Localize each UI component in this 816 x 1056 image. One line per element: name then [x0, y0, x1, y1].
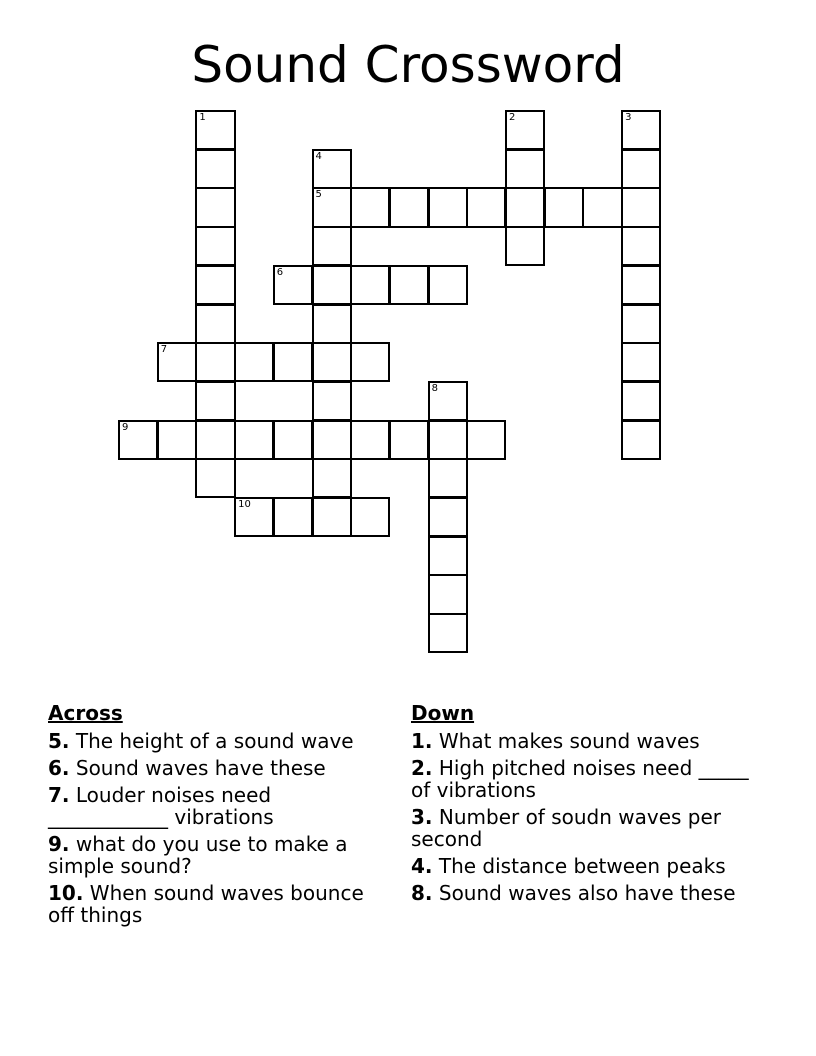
clue-number: 8.	[411, 881, 433, 905]
grid-cell[interactable]	[195, 342, 235, 382]
grid-cell[interactable]	[195, 458, 235, 498]
across-heading: Across	[48, 701, 123, 725]
grid-cell[interactable]	[621, 420, 661, 460]
clue-number: 4.	[411, 854, 433, 878]
grid-cell[interactable]	[505, 187, 545, 227]
grid-cell[interactable]	[273, 420, 313, 460]
grid-cell[interactable]	[312, 497, 352, 537]
grid-cell[interactable]	[195, 149, 235, 189]
down-heading: Down	[411, 701, 475, 725]
grid-cell[interactable]	[195, 110, 235, 150]
grid-cell[interactable]	[312, 226, 352, 266]
grid-cell[interactable]	[273, 342, 313, 382]
clue-number: 9.	[48, 832, 70, 856]
clue-number: 10.	[48, 881, 84, 905]
clue-number-label: 1	[199, 112, 206, 123]
grid-cell[interactable]	[312, 149, 352, 189]
grid-cell[interactable]	[621, 110, 661, 150]
grid-cell[interactable]	[389, 265, 429, 305]
grid-cell[interactable]	[621, 149, 661, 189]
down-clue-1	[411, 730, 756, 752]
grid-cell[interactable]	[195, 420, 235, 460]
grid-cell[interactable]	[273, 497, 313, 537]
grid-cell[interactable]	[621, 342, 661, 382]
across-clue-9	[48, 833, 388, 877]
clue-text: Louder noises need ____________ vibrations	[48, 783, 274, 829]
clue-number-label: 3	[625, 112, 632, 123]
grid-cell[interactable]	[195, 226, 235, 266]
grid-cell[interactable]	[621, 226, 661, 266]
grid-cell[interactable]	[621, 187, 661, 227]
grid-cell[interactable]	[273, 265, 313, 305]
grid-cell[interactable]	[428, 420, 468, 460]
grid-cell[interactable]	[195, 265, 235, 305]
grid-cell[interactable]	[428, 574, 468, 614]
grid-cell[interactable]	[389, 187, 429, 227]
grid-cell[interactable]	[157, 342, 197, 382]
clue-text: Sound waves also have these	[438, 881, 736, 905]
clue-number-label: 6	[276, 266, 284, 278]
grid-cell[interactable]	[621, 265, 661, 305]
grid-cell[interactable]	[312, 187, 352, 227]
grid-cell[interactable]	[428, 536, 468, 576]
clue-number: 7.	[48, 783, 70, 807]
across-clue-10	[48, 882, 388, 926]
down-clue-8	[411, 882, 756, 904]
clue-number: 2.	[411, 756, 433, 780]
grid-cell[interactable]	[621, 381, 661, 421]
grid-cell[interactable]	[389, 420, 429, 460]
clue-number: 6.	[48, 756, 70, 780]
grid-cell[interactable]	[157, 420, 197, 460]
grid-cell[interactable]	[350, 420, 390, 460]
grid-cell[interactable]	[505, 110, 545, 150]
grid-cell[interactable]	[582, 187, 622, 227]
clue-text: When sound waves bounce off things	[48, 881, 364, 927]
grid-cell[interactable]	[118, 420, 158, 460]
grid-cell[interactable]	[428, 497, 468, 537]
clue-text: what do you use to make a simple sound?	[48, 832, 348, 878]
across-clue-6	[48, 757, 388, 779]
across-clue-7	[48, 784, 388, 828]
grid-cell[interactable]	[195, 187, 235, 227]
across-clues	[48, 702, 388, 931]
grid-cell[interactable]	[312, 458, 352, 498]
grid-cell[interactable]	[505, 149, 545, 189]
grid-cell[interactable]	[428, 187, 468, 227]
down-clues	[411, 702, 756, 909]
down-clue-2	[411, 757, 756, 801]
grid-cell[interactable]	[234, 497, 274, 537]
grid-cell[interactable]	[428, 381, 468, 421]
clue-number-label: 2	[509, 112, 516, 123]
grid-cell[interactable]	[312, 342, 352, 382]
down-clue-3	[411, 806, 756, 850]
clue-number-label: 8	[431, 382, 438, 394]
grid-cell[interactable]	[350, 342, 390, 382]
grid-cell[interactable]	[312, 304, 352, 344]
grid-cell[interactable]	[428, 458, 468, 498]
clue-number: 1.	[411, 729, 433, 753]
grid-cell[interactable]	[350, 497, 390, 537]
grid-cell[interactable]	[350, 265, 390, 305]
clue-number: 3.	[411, 805, 433, 829]
clue-number-label: 5	[315, 189, 322, 201]
grid-cell[interactable]	[428, 265, 468, 305]
clue-text: The height of a sound wave	[75, 729, 354, 753]
grid-cell[interactable]	[195, 381, 235, 421]
grid-cell[interactable]	[505, 226, 545, 266]
grid-cell[interactable]	[466, 420, 506, 460]
clue-text: Number of soudn waves per second	[411, 805, 722, 851]
clue-number-label: 4	[315, 150, 322, 162]
clue-text: What makes sound waves	[438, 729, 700, 753]
grid-cell[interactable]	[428, 613, 468, 653]
clue-number-label: 10	[238, 499, 251, 510]
across-clue-5	[48, 730, 388, 752]
grid-cell[interactable]	[621, 304, 661, 344]
down-clue-4	[411, 855, 756, 877]
clue-text: Sound waves have these	[75, 756, 326, 780]
grid-cell[interactable]	[234, 420, 274, 460]
grid-cell[interactable]	[312, 265, 352, 305]
grid-cell[interactable]	[195, 304, 235, 344]
clue-text: High pitched noises need _____ of vibrations	[411, 756, 749, 802]
clue-number-label: 7	[160, 344, 168, 356]
grid-cell[interactable]	[312, 381, 352, 421]
grid-cell[interactable]	[312, 420, 352, 460]
clue-number: 5.	[48, 729, 70, 753]
page-title: Sound Crossword	[191, 36, 625, 94]
grid-cell[interactable]	[234, 342, 274, 382]
clue-number-label: 9	[122, 421, 129, 433]
grid-cell[interactable]	[466, 187, 506, 227]
clue-text: The distance between peaks	[438, 854, 726, 878]
grid-cell[interactable]	[544, 187, 584, 227]
grid-cell[interactable]	[350, 187, 390, 227]
